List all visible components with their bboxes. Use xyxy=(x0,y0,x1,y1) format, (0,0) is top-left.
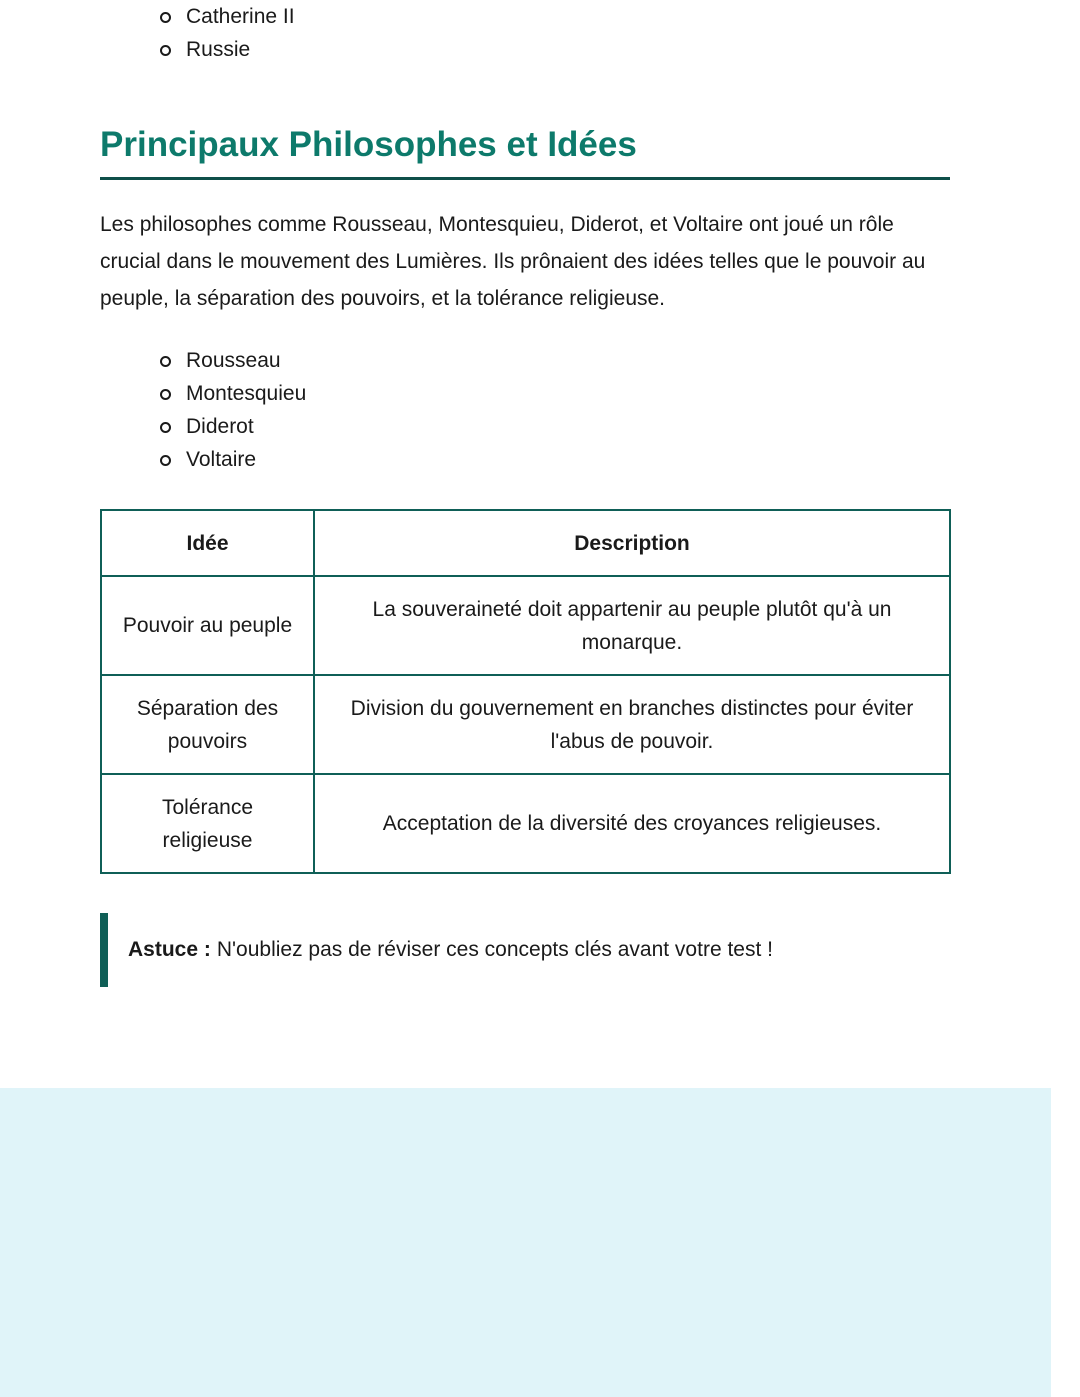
ideas-table xyxy=(100,509,951,874)
list-item: Voltaire xyxy=(160,443,306,476)
list-item: Rousseau xyxy=(160,344,306,377)
table-row xyxy=(101,774,950,873)
column-header-idea: Idée xyxy=(101,510,314,576)
column-header-description: Description xyxy=(314,510,950,576)
top-list xyxy=(100,0,295,66)
tip-label: Astuce : xyxy=(128,938,211,961)
tip-callout xyxy=(100,913,950,987)
philosophers-list xyxy=(100,344,306,476)
list-item: Catherine II xyxy=(160,0,295,33)
list-item: Russie xyxy=(160,33,295,66)
intro-paragraph: Les philosophes comme Rousseau, Montesquieu, Diderot, et Voltaire ont joué un rôle crucial dans le mouvement des Lumières. Ils prônaient des idées telles que le pouvoir au peuple, la séparation des pouvoirs, et la tolérance religieuse. xyxy=(100,213,926,310)
list-item: Diderot xyxy=(160,410,306,443)
tip-text: N'oubliez pas de réviser ces concepts clés avant votre test ! xyxy=(216,938,773,961)
idea-cell: Pouvoir au peuple xyxy=(101,576,314,675)
title-divider xyxy=(100,177,950,180)
list-item: Montesquieu xyxy=(160,377,306,410)
idea-cell: Tolérance religieuse xyxy=(101,774,314,873)
table-row xyxy=(101,576,950,675)
bottom-panel xyxy=(0,1088,1051,1397)
description-cell: Acceptation de la diversité des croyances religieuses. xyxy=(314,774,950,873)
description-cell: La souveraineté doit appartenir au peuple plutôt qu'à un monarque. xyxy=(314,576,950,675)
section-title: Principaux Philosophes et Idées xyxy=(100,125,637,164)
description-cell: Division du gouvernement en branches distinctes pour éviter l'abus de pouvoir. xyxy=(314,675,950,774)
idea-cell: Séparation des pouvoirs xyxy=(101,675,314,774)
table-header-row xyxy=(101,510,950,576)
table-row xyxy=(101,675,950,774)
